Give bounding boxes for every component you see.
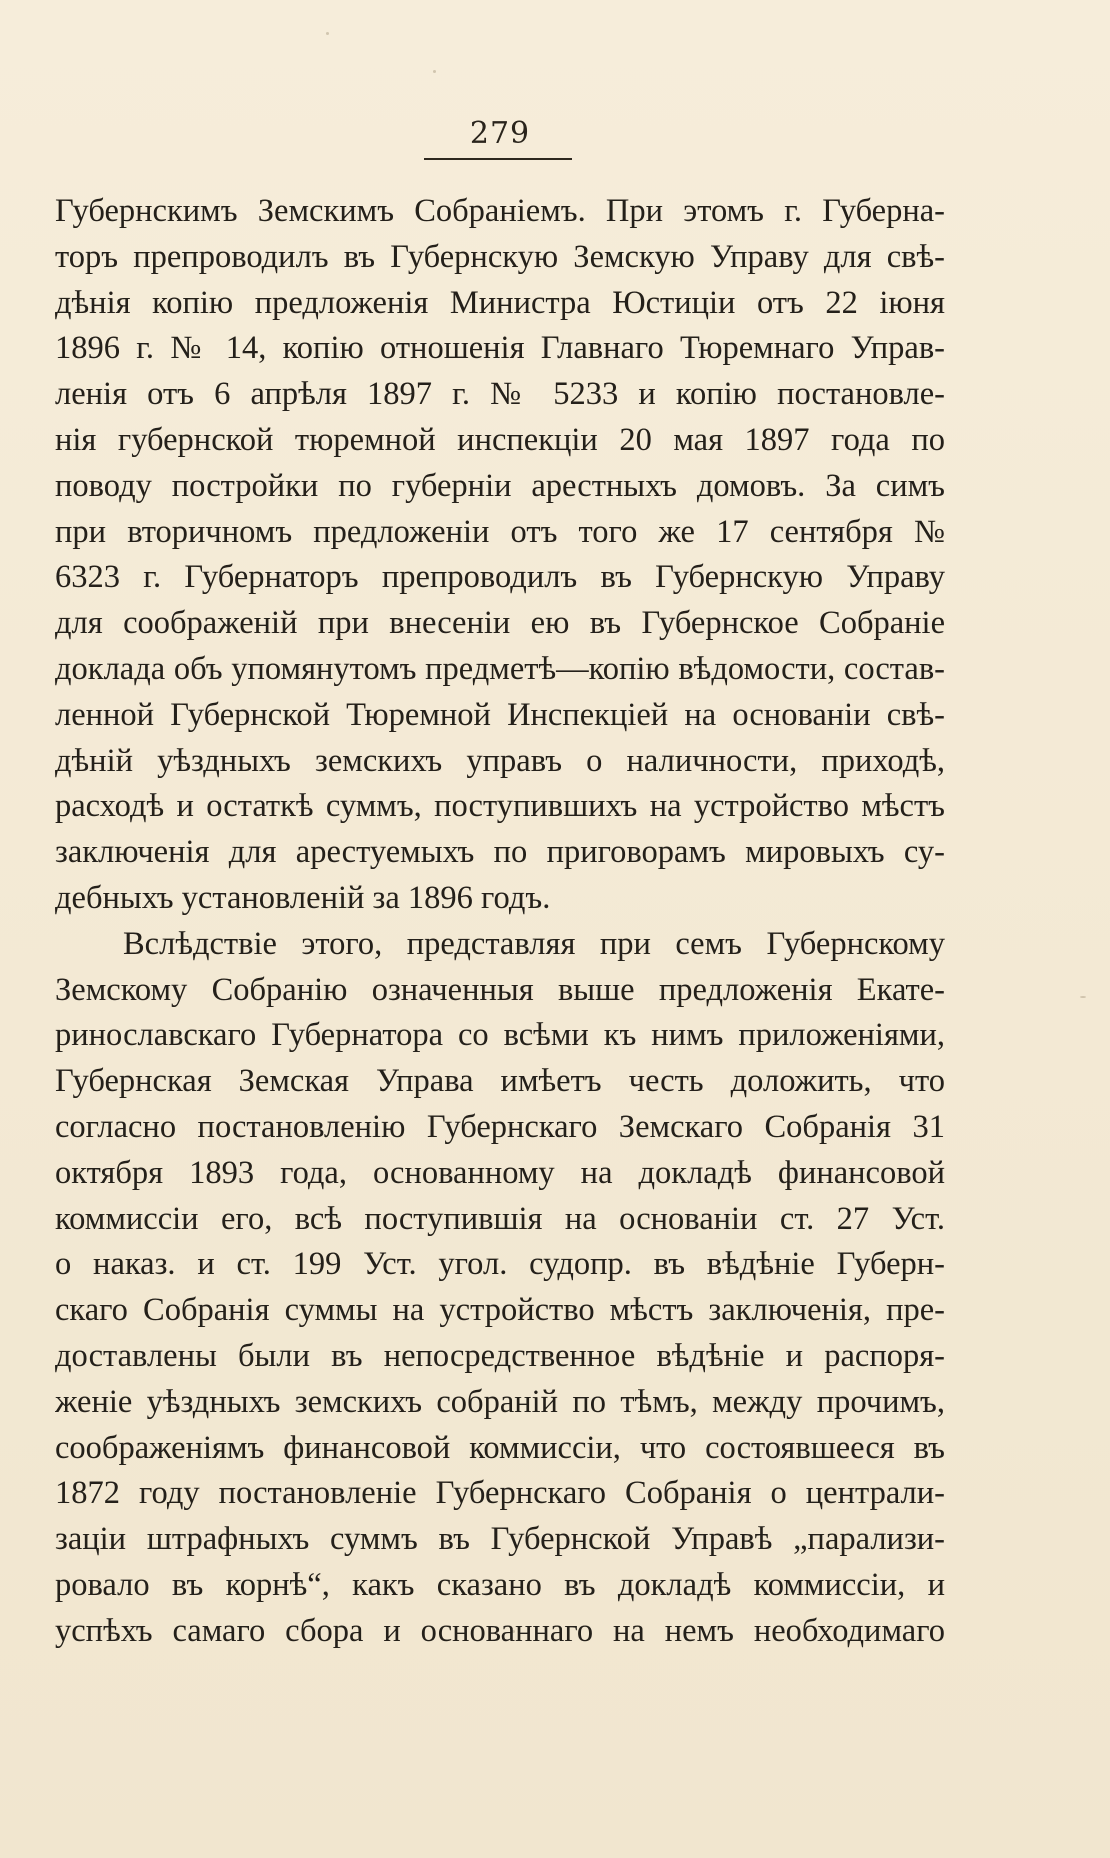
text-line: Губернская Земская Управа имѣетъ честь доложить, что [55,1063,945,1100]
paragraph-1 [55,189,945,922]
text-line: согласно постановленію Губернскаго Земскаго Собранія 31 [55,1108,945,1145]
text-line: дѣнія копію предложенія Министра Юстиціи отъ 22 іюня [55,284,945,321]
text-line: дѣній уѣздныхъ земскихъ управъ о наличности, приходѣ, [55,742,945,779]
text-line: женіе уѣздныхъ земскихъ собраній по тѣмъ, между прочимъ, [55,1383,945,1420]
text-line: успѣхъ самаго сбора и основаннаго на немъ необходимаго [55,1612,945,1649]
text-line: Губернскимъ Земскимъ Собраніемъ. При этомъ г. Губерна- [55,193,945,229]
text-line: для соображеній при внесеніи ею въ Губернское Собраніе [55,605,945,642]
text-line: Вслѣдствіе этого, представляя при семъ Губернскому [123,925,945,962]
text-line: ленія отъ 6 апрѣля 1897 г. № 5233 и копію постановле- [55,376,945,413]
text-line: октября 1893 года, основанному на докладѣ финансовой [55,1154,945,1191]
text-line: коммиссіи его, всѣ поступившія на основаніи ст. 27 Уст. [55,1200,945,1237]
text-line: дебныхъ установленій за 1896 годъ. [55,879,551,916]
text-line: 1872 году постановленіе Губернскаго Собранія о централи- [55,1475,945,1512]
paper-speck [326,32,329,35]
text-line: ровало въ корнѣ“, какъ сказано въ докладѣ коммиссіи, и [55,1566,945,1603]
text-line: торъ препроводилъ въ Губернскую Земскую Управу для свѣ- [55,238,945,275]
paper-speck [433,70,436,73]
text-line: расходѣ и остаткѣ суммъ, поступившихъ на устройство мѣстъ [55,788,945,825]
text-line: при вторичномъ предложеніи отъ того же 17 сентября № [55,513,945,550]
page-number: 279 [469,116,531,151]
paper-speck [1080,996,1086,998]
paragraph-2 [55,922,945,1655]
text-line: заключенія для арестуемыхъ по приговорамъ мировыхъ су- [55,834,945,871]
text-line: ленной Губернской Тюремной Инспекціей на основаніи свѣ- [55,696,945,733]
text-line: 1896 г. № 14, копію отношенія Главнаго Тюремнаго Управ- [55,330,945,367]
page-number-rule [424,158,572,160]
text-line: скаго Собранія суммы на устройство мѣстъ заключенія, пре- [55,1292,945,1329]
text-line: поводу постройки по губерніи арестныхъ домовъ. За симъ [55,467,945,504]
text-line: о наказ. и ст. 199 Уст. угол. судопр. въ вѣдѣніе Губерн- [55,1246,945,1283]
body-text [55,189,945,1655]
text-line: нія губернской тюремной инспекціи 20 мая 1897 года по [55,421,945,458]
text-line: заціи штрафныхъ суммъ въ Губернской Управѣ „парализи- [55,1521,945,1558]
text-line: 6323 г. Губернаторъ препроводилъ въ Губернскую Управу [55,559,945,596]
text-line: Земскому Собранію означенныя выше предложенія Екате- [55,971,945,1008]
text-line: доклада объ упомянутомъ предметѣ—копію вѣдомости, состав- [55,650,945,687]
text-line: соображеніямъ финансовой коммиссіи, что состоявшееся въ [55,1429,945,1466]
text-line: ринославскаго Губернатора со всѣми къ нимъ приложеніями, [55,1017,945,1054]
text-line: доставлены были въ непосредственное вѣдѣніе и распоря- [55,1337,945,1374]
